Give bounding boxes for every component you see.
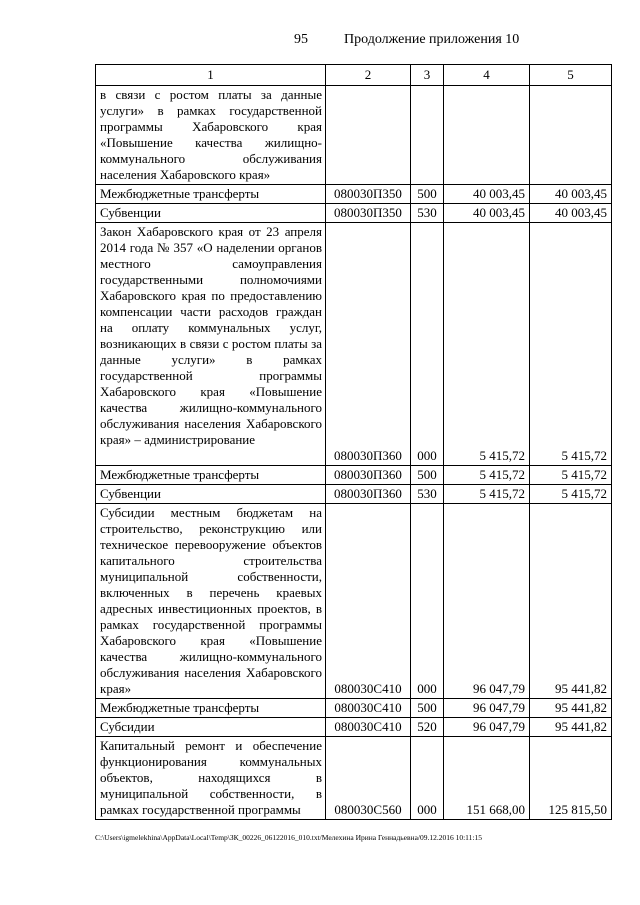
cell-target-code: 080030П360 (326, 485, 411, 504)
cell-amount-1: 96 047,79 (444, 718, 530, 737)
cell-description: в связи с ростом платы за данные услуги» в рамках государственной программы Хабаровского края «Повышение качества жилищно-коммунального обслуживания населения Хабаровского края» (96, 86, 326, 185)
cell-target-code: 080030П350 (326, 204, 411, 223)
cell-expense-type: 500 (411, 699, 444, 718)
cell-amount-2: 95 441,82 (530, 718, 612, 737)
page-header (0, 32, 640, 48)
cell-expense-type: 000 (411, 223, 444, 466)
cell-target-code: 080030С410 (326, 699, 411, 718)
cell-amount-1: 40 003,45 (444, 204, 530, 223)
cell-amount-2: 5 415,72 (530, 485, 612, 504)
table-row (96, 204, 612, 223)
page-header-title: Продолжение приложения 10 (344, 32, 520, 47)
cell-description: Межбюджетные трансферты (96, 699, 326, 718)
cell-expense-type: 530 (411, 485, 444, 504)
cell-expense-type: 000 (411, 737, 444, 820)
table-row (96, 699, 612, 718)
cell-expense-type: 000 (411, 504, 444, 699)
table-row (96, 737, 612, 820)
cell-amount-2: 5 415,72 (530, 466, 612, 485)
cell-amount-2 (530, 86, 612, 185)
cell-description: Закон Хабаровского края от 23 апреля 2014 года № 357 «О наделении органов местного самоуправления государственными полномочиями Хабаровского края по предоставлению компенсации части расходов граждан на оплату коммунальных услуг, возникающих в связи с ростом платы за данные услуги» в рамках государственной программы Хабаровского края «Повышение качества жилищно-коммунального обслуживания населения Хабаровского края» – администрирование (96, 223, 326, 466)
footer-path: C:\Users\igmelekhina\AppData\Local\Temp\ЗК_00226_06122016_010.txt/Мелехина Ирина Геннадьевна/09.12.2016 10:11:15 (95, 833, 482, 842)
cell-description: Межбюджетные трансферты (96, 185, 326, 204)
cell-target-code: 080030П360 (326, 466, 411, 485)
table-row (96, 86, 612, 185)
cell-amount-1: 96 047,79 (444, 699, 530, 718)
cell-expense-type: 500 (411, 466, 444, 485)
cell-amount-2: 95 441,82 (530, 699, 612, 718)
column-header-3: 3 (411, 65, 444, 86)
page-number: 95 (294, 32, 308, 47)
cell-amount-1: 5 415,72 (444, 466, 530, 485)
table-row (96, 504, 612, 699)
cell-description: Субвенции (96, 204, 326, 223)
cell-target-code: 080030С560 (326, 737, 411, 820)
cell-expense-type: 500 (411, 185, 444, 204)
column-header-1: 1 (96, 65, 326, 86)
cell-expense-type (411, 86, 444, 185)
cell-amount-2: 40 003,45 (530, 204, 612, 223)
cell-amount-2: 40 003,45 (530, 185, 612, 204)
cell-description: Капитальный ремонт и обеспечение функционирования коммунальных объектов, находящихся в муниципальной собственности, в рамках государственной программы (96, 737, 326, 820)
cell-target-code: 080030С410 (326, 504, 411, 699)
cell-expense-type: 530 (411, 204, 444, 223)
column-header-5: 5 (530, 65, 612, 86)
table-row (96, 223, 612, 466)
cell-description: Субсидии (96, 718, 326, 737)
table-header-row (96, 65, 612, 86)
cell-target-code: 080030П350 (326, 185, 411, 204)
cell-amount-1 (444, 86, 530, 185)
table-row (96, 485, 612, 504)
cell-amount-1: 5 415,72 (444, 223, 530, 466)
column-header-4: 4 (444, 65, 530, 86)
cell-description: Межбюджетные трансферты (96, 466, 326, 485)
cell-target-code: 080030С410 (326, 718, 411, 737)
cell-amount-1: 96 047,79 (444, 504, 530, 699)
cell-amount-1: 151 668,00 (444, 737, 530, 820)
cell-expense-type: 520 (411, 718, 444, 737)
cell-amount-2: 95 441,82 (530, 504, 612, 699)
cell-target-code: 080030П360 (326, 223, 411, 466)
table-row (96, 718, 612, 737)
column-header-2: 2 (326, 65, 411, 86)
cell-description: Субсидии местным бюджетам на строительство, реконструкцию или техническое перевооружение объектов капитального строительства муниципальной собственности, включенных в перечень краевых адресных инвестиционных проектов, в рамках государственной программы Хабаровского края «Повышение качества жилищно-коммунального обслуживания населения Хабаровского края» (96, 504, 326, 699)
cell-amount-2: 5 415,72 (530, 223, 612, 466)
table-row (96, 185, 612, 204)
cell-target-code (326, 86, 411, 185)
cell-amount-1: 5 415,72 (444, 485, 530, 504)
cell-amount-1: 40 003,45 (444, 185, 530, 204)
cell-amount-2: 125 815,50 (530, 737, 612, 820)
table-row (96, 466, 612, 485)
budget-table (95, 64, 612, 820)
cell-description: Субвенции (96, 485, 326, 504)
